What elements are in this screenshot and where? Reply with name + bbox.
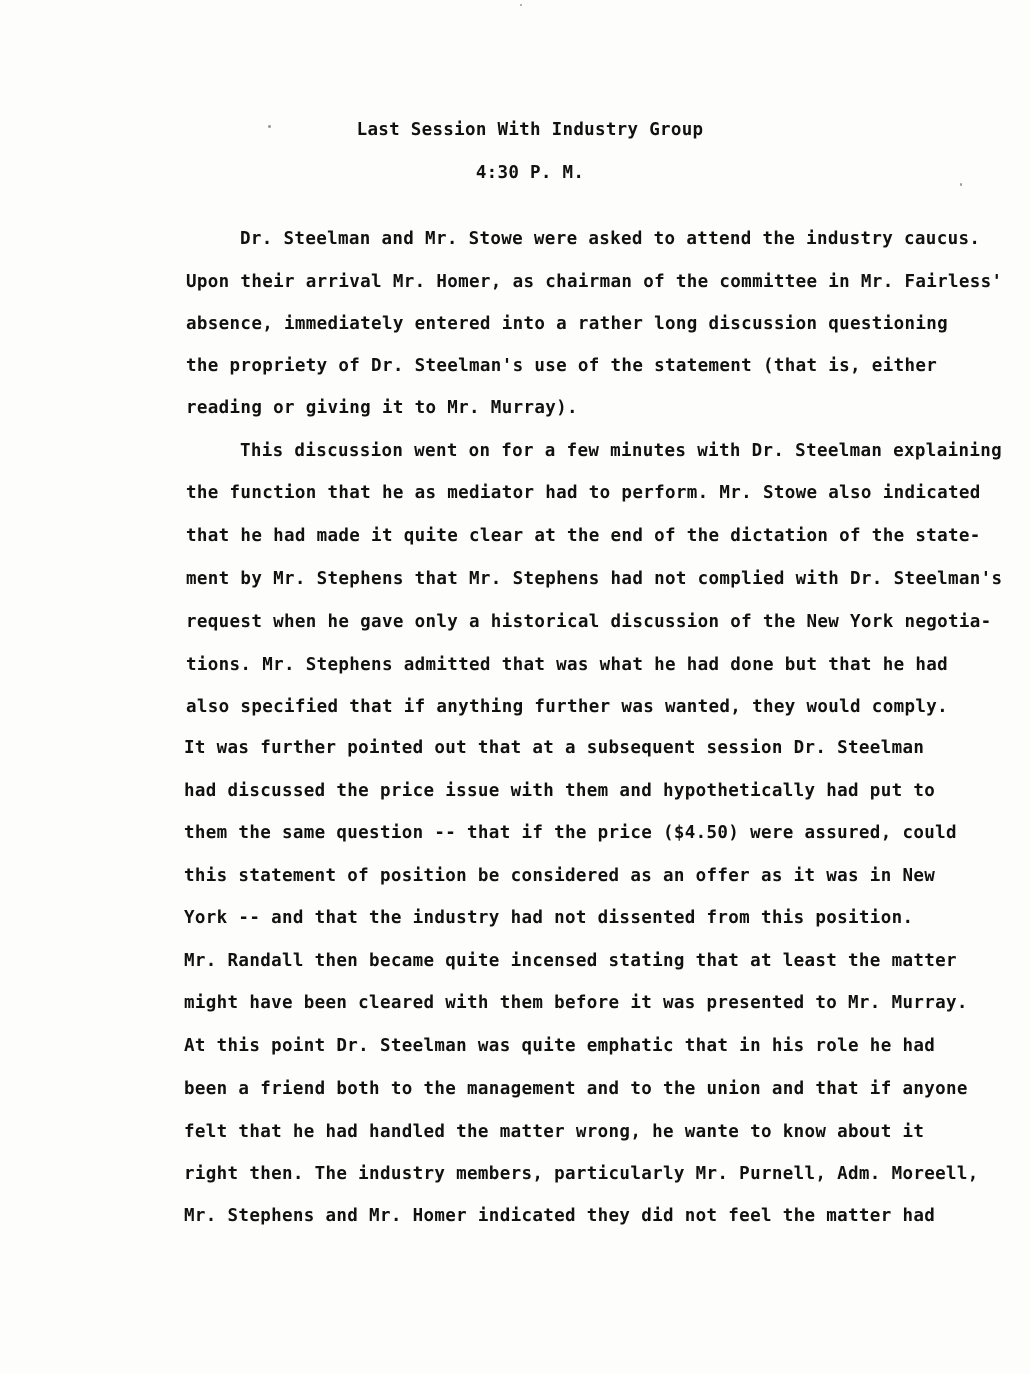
body-line: Mr. Randall then became quite incensed stating that at least the matter [184,951,957,971]
body-line: ment by Mr. Stephens that Mr. Stephens had not complied with Dr. Steelman's [186,569,1003,589]
body-line: them the same question -- that if the price ($4.50) were assured, could [184,823,957,843]
document-title: Last Session With Industry Group [356,120,704,140]
body-line: had discussed the price issue with them and hypothetically had put to [184,781,936,801]
body-line: also specified that if anything further was wanted, they would comply. [186,697,949,717]
body-line: York -- and that the industry had not dissented from this position. [184,908,914,928]
body-line: absence, immediately entered into a rather long discussion questioning [186,314,949,334]
body-line: Upon their arrival Mr. Homer, as chairman of the committee in Mr. Fairless' [186,272,1003,292]
body-line: It was further pointed out that at a subsequent session Dr. Steelman [184,738,925,758]
body-line: Dr. Steelman and Mr. Stowe were asked to attend the industry caucus. [240,229,981,249]
body-line: request when he gave only a historical discussion of the New York negotia- [186,612,992,632]
body-line: been a friend both to the management and to the union and that if anyone [184,1079,968,1099]
body-line: the propriety of Dr. Steelman's use of the statement (that is, either [186,356,938,376]
body-line: felt that he had handled the matter wrong, he wante to know about it [184,1122,925,1142]
body-line: right then. The industry members, particularly Mr. Purnell, Adm. Moreell, [184,1164,979,1184]
body-line: the function that he as mediator had to perform. Mr. Stowe also indicated [186,483,981,503]
body-line: At this point Dr. Steelman was quite emphatic that in his role he had [184,1036,936,1056]
body-line: might have been cleared with them before it was presented to Mr. Murray. [184,993,968,1013]
body-line: tions. Mr. Stephens admitted that was what he had done but that he had [186,655,949,675]
document-time: 4:30 P. M. [475,163,585,183]
body-line: that he had made it quite clear at the end of the dictation of the state- [186,526,981,546]
body-line: reading or giving it to Mr. Murray). [186,398,578,418]
paper-speck [960,183,962,186]
paper-speck [520,4,522,6]
body-line: this statement of position be considered as an offer as it was in New [184,866,936,886]
body-line: Mr. Stephens and Mr. Homer indicated they did not feel the matter had [184,1206,936,1226]
body-line: This discussion went on for a few minutes with Dr. Steelman explaining [240,441,1003,461]
